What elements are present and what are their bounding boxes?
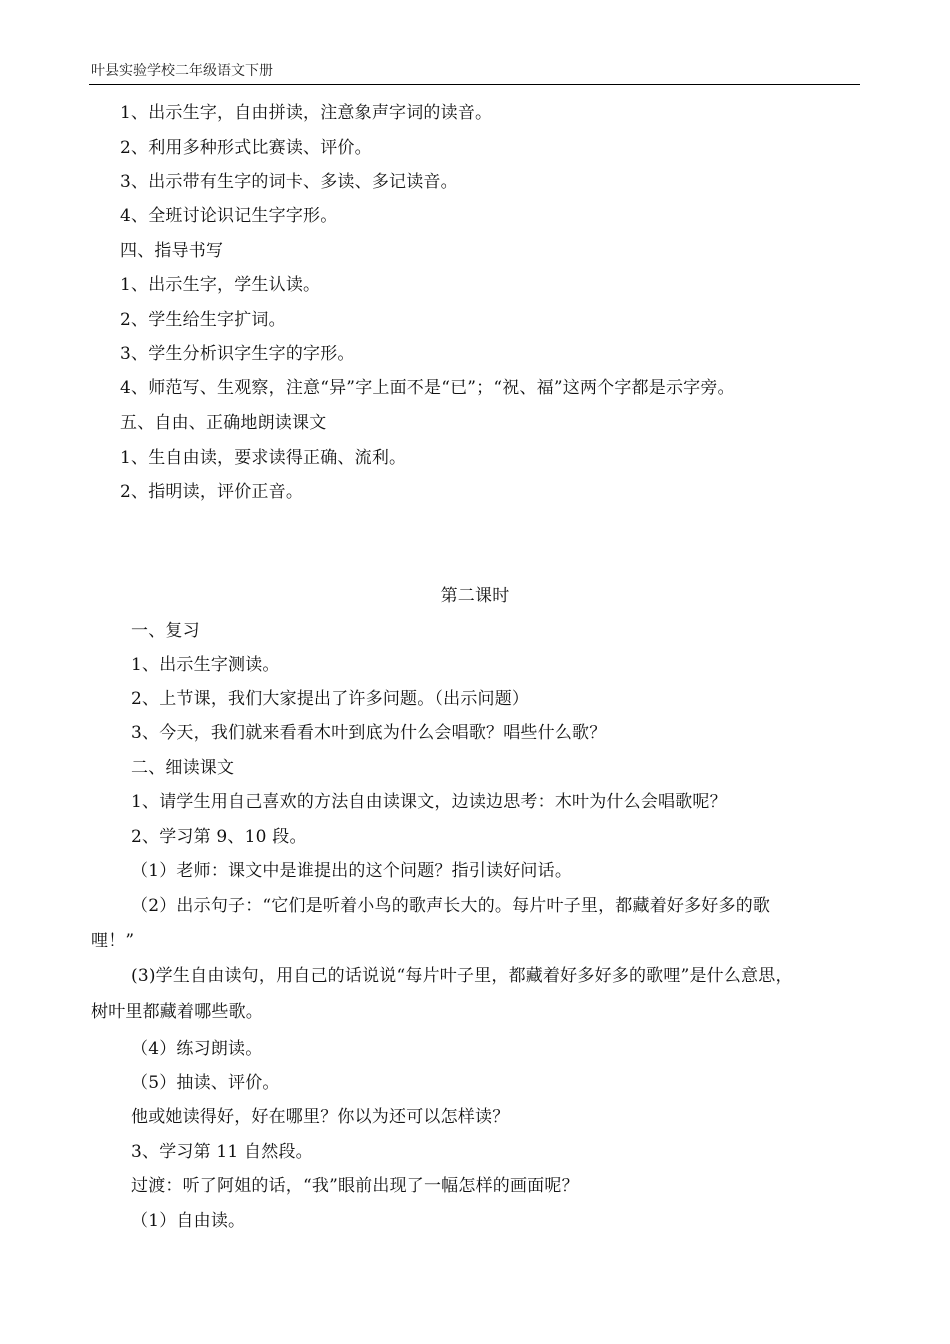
paragraph: 2、学生给生字扩词。 bbox=[120, 310, 286, 330]
section-heading: 一、复习 bbox=[131, 621, 200, 641]
paragraph: 他或她读得好，好在哪里？你以为还可以怎样读？ bbox=[131, 1107, 510, 1127]
paragraph-continuation: 哩！” bbox=[91, 931, 135, 951]
section-heading: 五、自由、正确地朗读课文 bbox=[120, 413, 327, 433]
paragraph: 4、师范写、生观察，注意“异”字上面不是“已”；“祝、福”这两个字都是示字旁。 bbox=[120, 378, 735, 398]
paragraph: 1、出示生字测读。 bbox=[131, 655, 280, 675]
section-heading: 四、指导书写 bbox=[120, 241, 224, 261]
paragraph: （4）练习朗读。 bbox=[131, 1039, 263, 1059]
paragraph: 2、指明读，评价正音。 bbox=[120, 482, 304, 502]
paragraph: 2、利用多种形式比赛读、评价。 bbox=[120, 138, 372, 158]
paragraph: 2、学习第 9、10 段。 bbox=[131, 827, 307, 847]
paragraph: 3、出示带有生字的词卡、多读、多记读音。 bbox=[120, 172, 458, 192]
lesson-title: 第二课时 bbox=[440, 586, 510, 606]
header-divider bbox=[89, 84, 860, 85]
paragraph: 过渡：听了阿姐的话，“我”眼前出现了一幅怎样的画面呢？ bbox=[131, 1176, 579, 1196]
paragraph: （1）老师：课文中是谁提出的这个问题？指引读好问话。 bbox=[131, 861, 573, 881]
paragraph: 3、学生分析识字生字的字形。 bbox=[120, 344, 355, 364]
paragraph: 1、出示生字，学生认读。 bbox=[120, 275, 321, 295]
paragraph: （5）抽读、评价。 bbox=[131, 1073, 280, 1093]
paragraph: 1、生自由读，要求读得正确、流利。 bbox=[120, 448, 407, 468]
paragraph: （1）自由读。 bbox=[131, 1211, 246, 1231]
paragraph: 3、学习第 11 自然段。 bbox=[131, 1142, 313, 1162]
paragraph: 2、上节课，我们大家提出了许多问题。（出示问题） bbox=[131, 689, 530, 709]
paragraph: 3、今天，我们就来看看木叶到底为什么会唱歌？唱些什么歌？ bbox=[131, 723, 607, 743]
paragraph: 1、出示生字，自由拼读，注意象声字词的读音。 bbox=[120, 103, 493, 123]
section-heading: 二、细读课文 bbox=[131, 758, 235, 778]
paragraph: 1、请学生用自己喜欢的方法自由读课文，边读边思考：木叶为什么会唱歌呢？ bbox=[131, 792, 727, 812]
paragraph: 4、全班讨论识记生字字形。 bbox=[120, 206, 338, 226]
paragraph: （2）出示句子：“它们是听着小鸟的歌声长大的。每片叶子里，都藏着好多好多的歌 bbox=[131, 896, 771, 916]
paragraph: (3)学生自由读句，用自己的话说说“每片叶子里，都藏着好多好多的歌哩”是什么意思， bbox=[131, 966, 793, 986]
paragraph-continuation: 树叶里都藏着哪些歌。 bbox=[91, 1002, 263, 1022]
header-title: 叶县实验学校二年级语文下册 bbox=[91, 63, 273, 79]
